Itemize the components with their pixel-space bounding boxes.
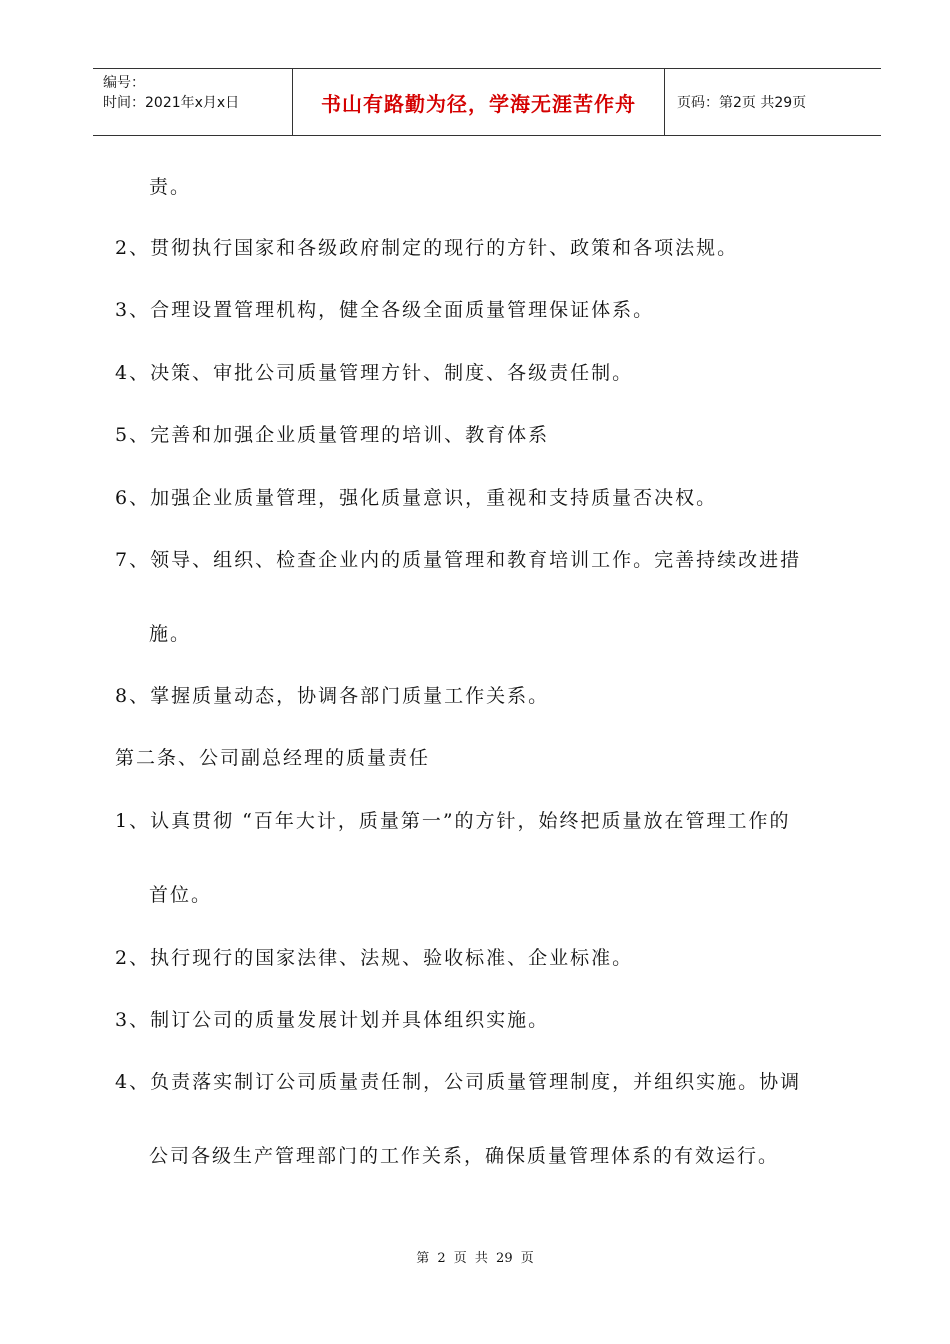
header-motto: 书山有路勤为径，学海无涯苦作舟 [293, 69, 665, 135]
body-line: 8、掌握质量动态，协调各部门质量工作关系。 [115, 685, 550, 707]
body-line: 2、贯彻执行国家和各级政府制定的现行的方针、政策和各项法规。 [115, 237, 739, 259]
body-line: 6、加强企业质量管理，强化质量意识，重视和支持质量否决权。 [115, 487, 718, 509]
body-line: 1、认真贯彻 “百年大计，质量第一”的方针，始终把质量放在管理工作的 [115, 810, 791, 832]
body-line: 施。 [149, 623, 192, 645]
body-line: 5、完善和加强企业质量管理的培训、教育体系 [115, 424, 550, 446]
section-heading: 第二条、公司副总经理的质量责任 [115, 747, 431, 769]
body-line: 4、决策、审批公司质量管理方针、制度、各级责任制。 [115, 362, 634, 384]
body-line: 3、合理设置管理机构，健全各级全面质量管理保证体系。 [115, 299, 655, 321]
body-line: 7、领导、组织、检查企业内的质量管理和教育培训工作。完善持续改进措 [115, 549, 802, 571]
header-meta [93, 69, 293, 135]
body-line: 责。 [149, 176, 192, 198]
page-header [93, 68, 881, 136]
body-line: 3、制订公司的质量发展计划并具体组织实施。 [115, 1009, 550, 1031]
body-line: 公司各级生产管理部门的工作关系，确保质量管理体系的有效运行。 [149, 1145, 780, 1167]
body-line: 2、执行现行的国家法律、法规、验收标准、企业标准。 [115, 947, 634, 969]
document-number-label: 编号： [103, 75, 145, 91]
body-line: 首位。 [149, 884, 213, 906]
header-page-info: 页码：第2页 共29页 [677, 95, 807, 111]
page-footer: 第 2 页 共 29 页 [416, 1251, 534, 1266]
document-time-label: 时间：2021年x月x日 [103, 95, 240, 111]
body-line: 4、负责落实制订公司质量责任制，公司质量管理制度，并组织实施。协调 [115, 1071, 802, 1093]
